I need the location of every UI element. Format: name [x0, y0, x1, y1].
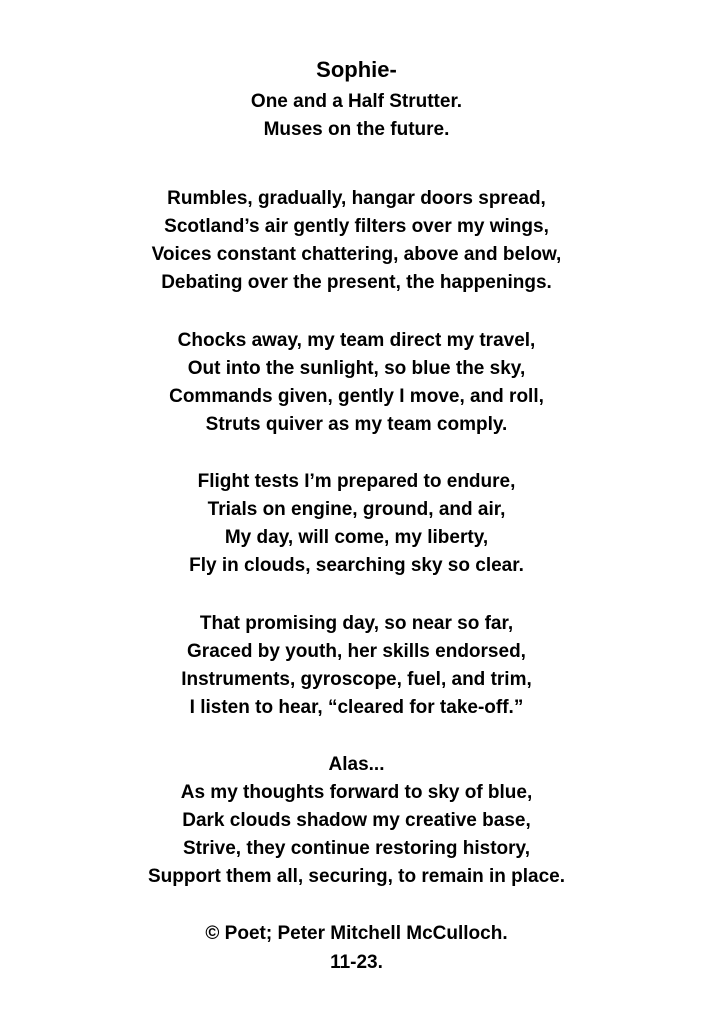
poem-line: Dark clouds shadow my creative base,	[182, 810, 531, 831]
poem-line: Chocks away, my team direct my travel,	[177, 330, 536, 351]
poem-line: That promising day, so near so far,	[199, 613, 514, 634]
poem-line: I listen to hear, “cleared for take-off.”	[189, 697, 524, 718]
poem-line: Strive, they continue restoring history,	[183, 838, 530, 859]
poem-line: Support them all, securing, to remain in place.	[147, 866, 566, 887]
poem-line: Alas...	[328, 754, 385, 775]
poem-title: Sophie-	[316, 57, 397, 82]
poem-line: Commands given, gently I move, and roll,	[169, 386, 544, 407]
poem-subtitle: Muses on the future.	[263, 119, 450, 140]
poem-line: Flight tests I’m prepared to endure,	[197, 471, 516, 492]
poem-line: Debating over the present, the happenings.	[161, 272, 552, 293]
poem-line: As my thoughts forward to sky of blue,	[180, 782, 533, 803]
poem-line: My day, will come, my liberty,	[224, 527, 489, 548]
poem-line: Graced by youth, her skills endorsed,	[187, 641, 526, 662]
poem-line: Instruments, gyroscope, fuel, and trim,	[181, 669, 532, 690]
poem-subtitle: One and a Half Strutter.	[250, 91, 463, 112]
poem-line: Struts quiver as my team comply.	[205, 414, 508, 435]
copyright-credit: © Poet; Peter Mitchell McCulloch.	[205, 923, 508, 944]
poem-line: Fly in clouds, searching sky so clear.	[189, 555, 524, 576]
poem-line: Scotland’s air gently filters over my wings,	[164, 216, 549, 237]
poem-line: Trials on engine, ground, and air,	[207, 499, 506, 520]
poem-line: Out into the sunlight, so blue the sky,	[187, 358, 526, 379]
poem-date: 11-23.	[330, 952, 383, 973]
poem-line: Voices constant chattering, above and below,	[151, 244, 562, 265]
poem-line: Rumbles, gradually, hangar doors spread,	[167, 188, 546, 209]
